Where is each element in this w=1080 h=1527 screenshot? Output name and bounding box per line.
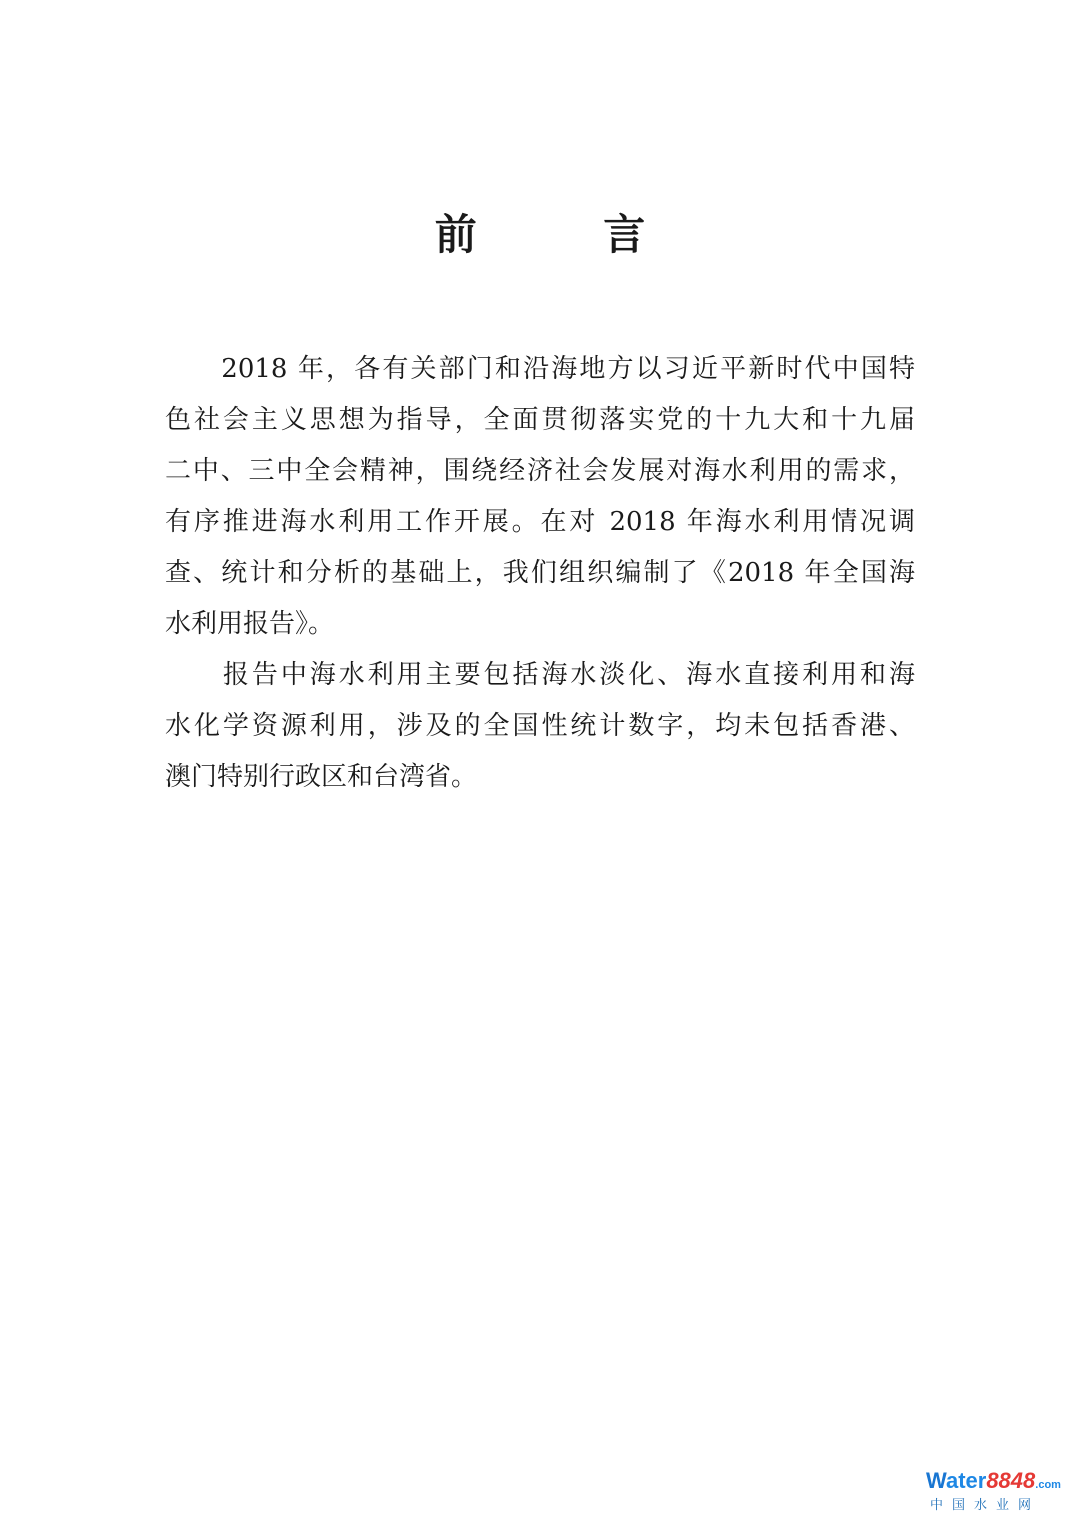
preface-line: 色社会主义思想为指导，全面贯彻落实党的十九大和十九届 <box>165 405 915 435</box>
watermark-brand-number: 8848 <box>986 1468 1036 1493</box>
watermark-brand-suffix: .com <box>1035 1479 1061 1491</box>
preface-line: 水利用报告》。 <box>165 609 335 639</box>
watermark-brand-ater: ater <box>945 1468 987 1493</box>
preface-body <box>165 344 915 803</box>
preface-line: 水化学资源利用，涉及的全国性统计数字，均未包括香港、 <box>165 711 915 741</box>
preface-line: 报告中海水利用主要包括海水淡化、海水直接利用和海 <box>165 660 915 690</box>
watermark-subtitle: 中国水业网 <box>929 1497 1040 1512</box>
preface-line: 查、统计和分析的基础上，我们组织编制了《2018 年全国海 <box>165 558 915 588</box>
page-title: 前 言 <box>434 210 702 259</box>
preface-line: 澳门特别行政区和台湾省。 <box>165 762 478 792</box>
watermark-brand <box>926 1468 1061 1497</box>
preface-line: 二中、三中全会精神，围绕经济社会发展对海水利用的需求， <box>165 456 915 486</box>
preface-line: 有序推进海水利用工作开展。在对 2018 年海水利用情况调 <box>165 507 915 537</box>
watermark-brand-w: W <box>926 1468 946 1493</box>
preface-line: 2018 年，各有关部门和沿海地方以习近平新时代中国特 <box>165 354 915 384</box>
watermark-logo <box>926 1468 1061 1513</box>
